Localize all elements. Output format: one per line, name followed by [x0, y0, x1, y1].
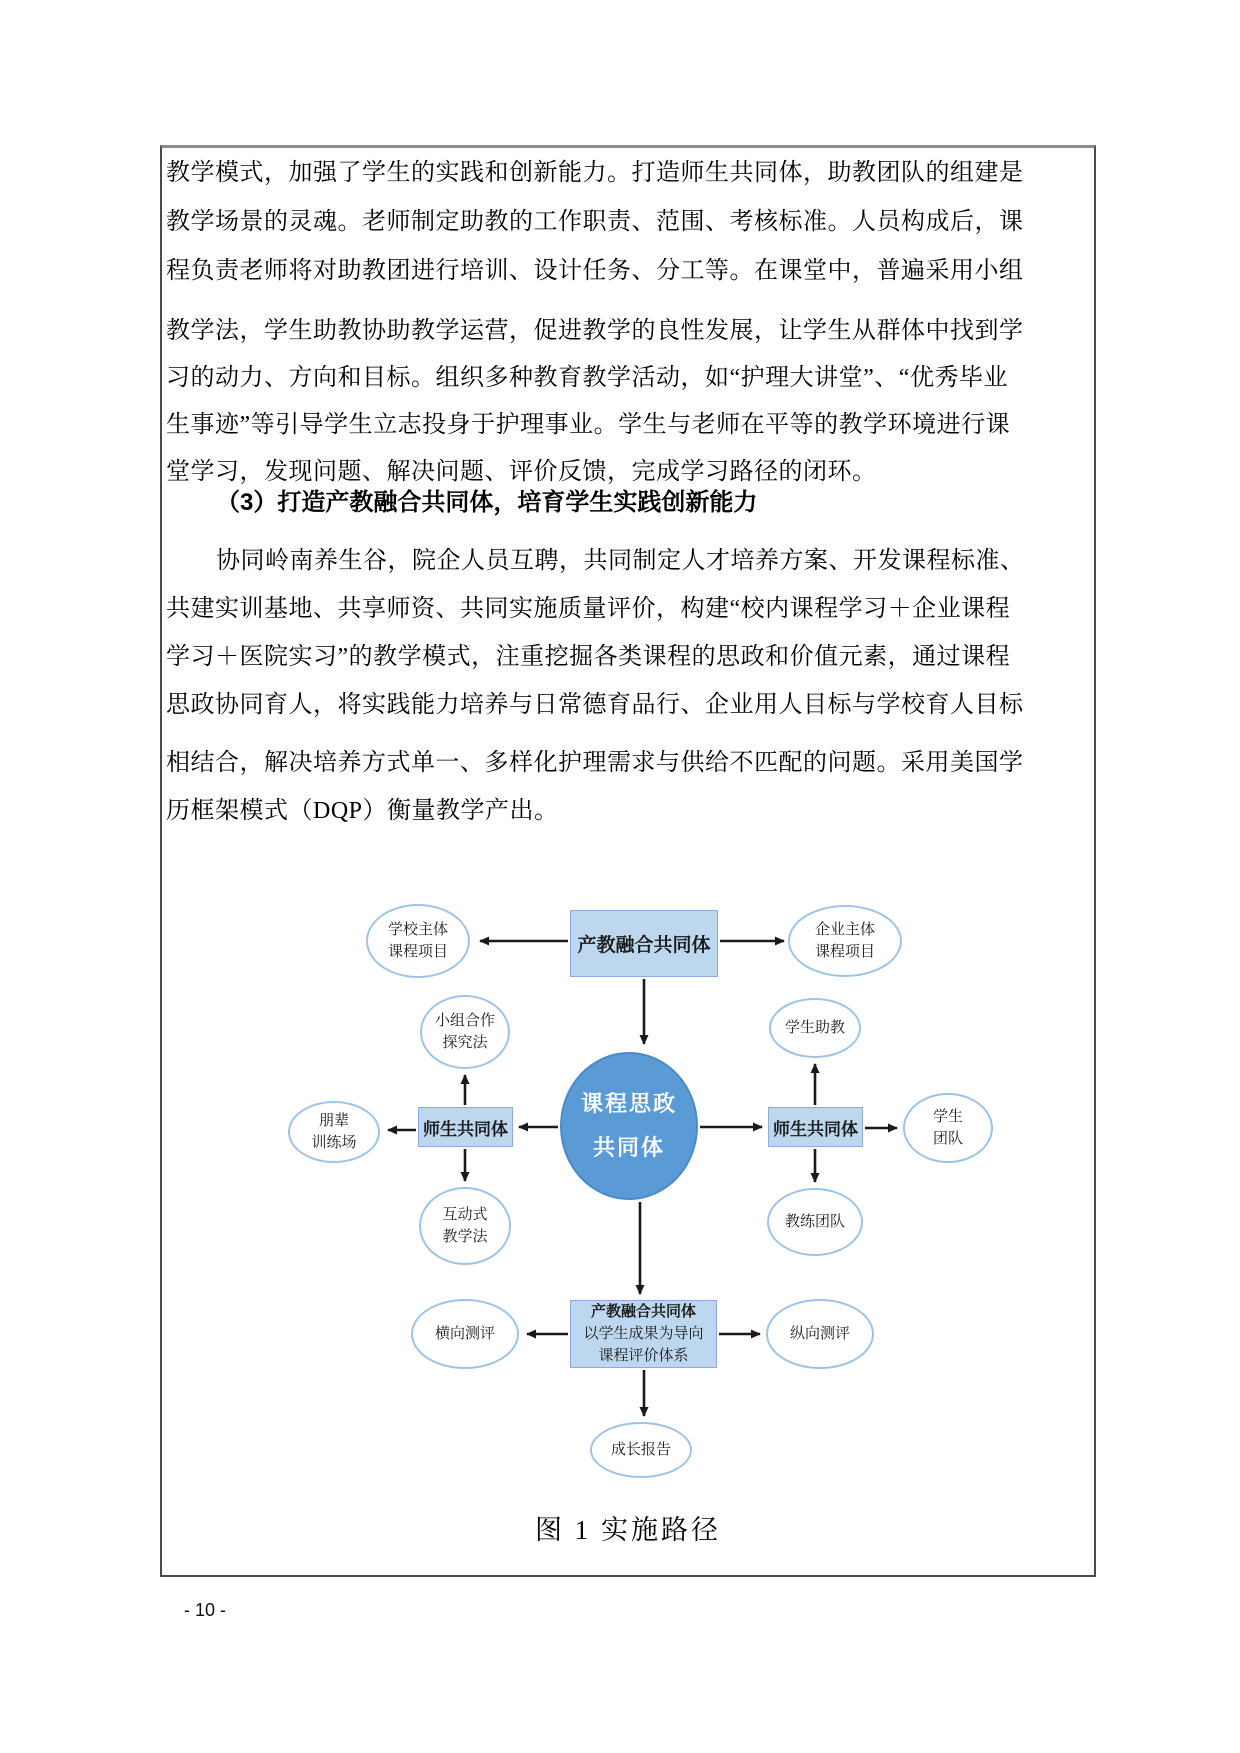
node-label: 企业主体: [814, 921, 875, 939]
text-line: 共建实训基地、共享师资、共同实施质量评价，构建“校内课程学习＋企业课程: [166, 596, 1011, 622]
node-label: 团队: [932, 1130, 963, 1147]
node-label: 学生: [932, 1108, 963, 1126]
node-label: 产教融合共同体: [590, 1303, 696, 1321]
node-label: 朋辈: [318, 1112, 349, 1130]
node-label: 课程项目: [814, 943, 875, 960]
node-label: 互动式: [442, 1206, 488, 1224]
node-label: 课程评价体系: [598, 1346, 689, 1364]
text-line: 思政协同育人，将实践能力培养与日常德育品行、企业用人目标与学校育人目标: [166, 692, 1024, 718]
text-line: 程负责老师将对助教团进行培训、设计任务、分工等。在课堂中，普遍采用小组: [166, 258, 1024, 284]
node-label: 教练团队: [784, 1213, 845, 1231]
text-line: 教学法，学生助教协助教学运营，促进教学的良性发展，让学生从群体中找到学: [166, 318, 1024, 344]
node-label: 横向测评: [434, 1325, 495, 1343]
node-label: 师生共同体: [773, 1119, 858, 1139]
text-line: 相结合，解决培养方式单一、多样化护理需求与供给不匹配的问题。采用美国学: [166, 750, 1024, 776]
node-label: 成长报告: [610, 1441, 671, 1459]
text-line: 堂学习，发现问题、解决问题、评价反馈，完成学习路径的闭环。: [166, 459, 877, 485]
node-label: 产教融合共同体: [577, 935, 711, 956]
node-label: 探究法: [442, 1034, 488, 1051]
node-label: 教学法: [442, 1228, 488, 1245]
node-label: 学生助教: [784, 1019, 845, 1037]
text-line: 学习＋医院实习”的教学模式，注重挖掘各类课程的思政和价值元素，通过课程: [166, 644, 1011, 670]
text-line: 协同岭南养生谷，院企人员互聘，共同制定人才培养方案、开发课程标准、: [216, 548, 1025, 574]
section-heading: （3）打造产教融合共同体，培育学生实践创新能力: [216, 489, 758, 516]
node-label: 共同体: [592, 1135, 665, 1160]
text-line: 历框架模式（DQP）衡量教学产出。: [166, 798, 559, 824]
text-line: 习的动力、方向和目标。组织多种教育教学活动，如“护理大讲堂”、“优秀毕业: [166, 365, 1008, 391]
node-label: 课程项目: [387, 943, 448, 960]
page-number: - 10 -: [184, 1600, 227, 1620]
node-label: 师生共同体: [423, 1119, 508, 1139]
text-line: 生事迹”等引导学生立志投身于护理事业。学生与老师在平等的教学环境进行课: [166, 412, 1011, 438]
text-line: 教学场景的灵魂。老师制定助教的工作职责、范围、考核标准。人员构成后，课: [166, 209, 1024, 235]
node-label: 课程思政: [580, 1091, 677, 1116]
text-line: 教学模式，加强了学生的实践和创新能力。打造师生共同体，助教团队的组建是: [166, 160, 1024, 186]
node-label: 小组合作: [434, 1012, 495, 1030]
node-label: 纵向测评: [789, 1325, 850, 1343]
node-label: 学校主体: [387, 921, 448, 939]
node-label: 以学生成果为导向: [583, 1325, 704, 1343]
node-label: 训练场: [311, 1134, 357, 1151]
figure-caption: 图 1 实施路径: [535, 1515, 721, 1545]
